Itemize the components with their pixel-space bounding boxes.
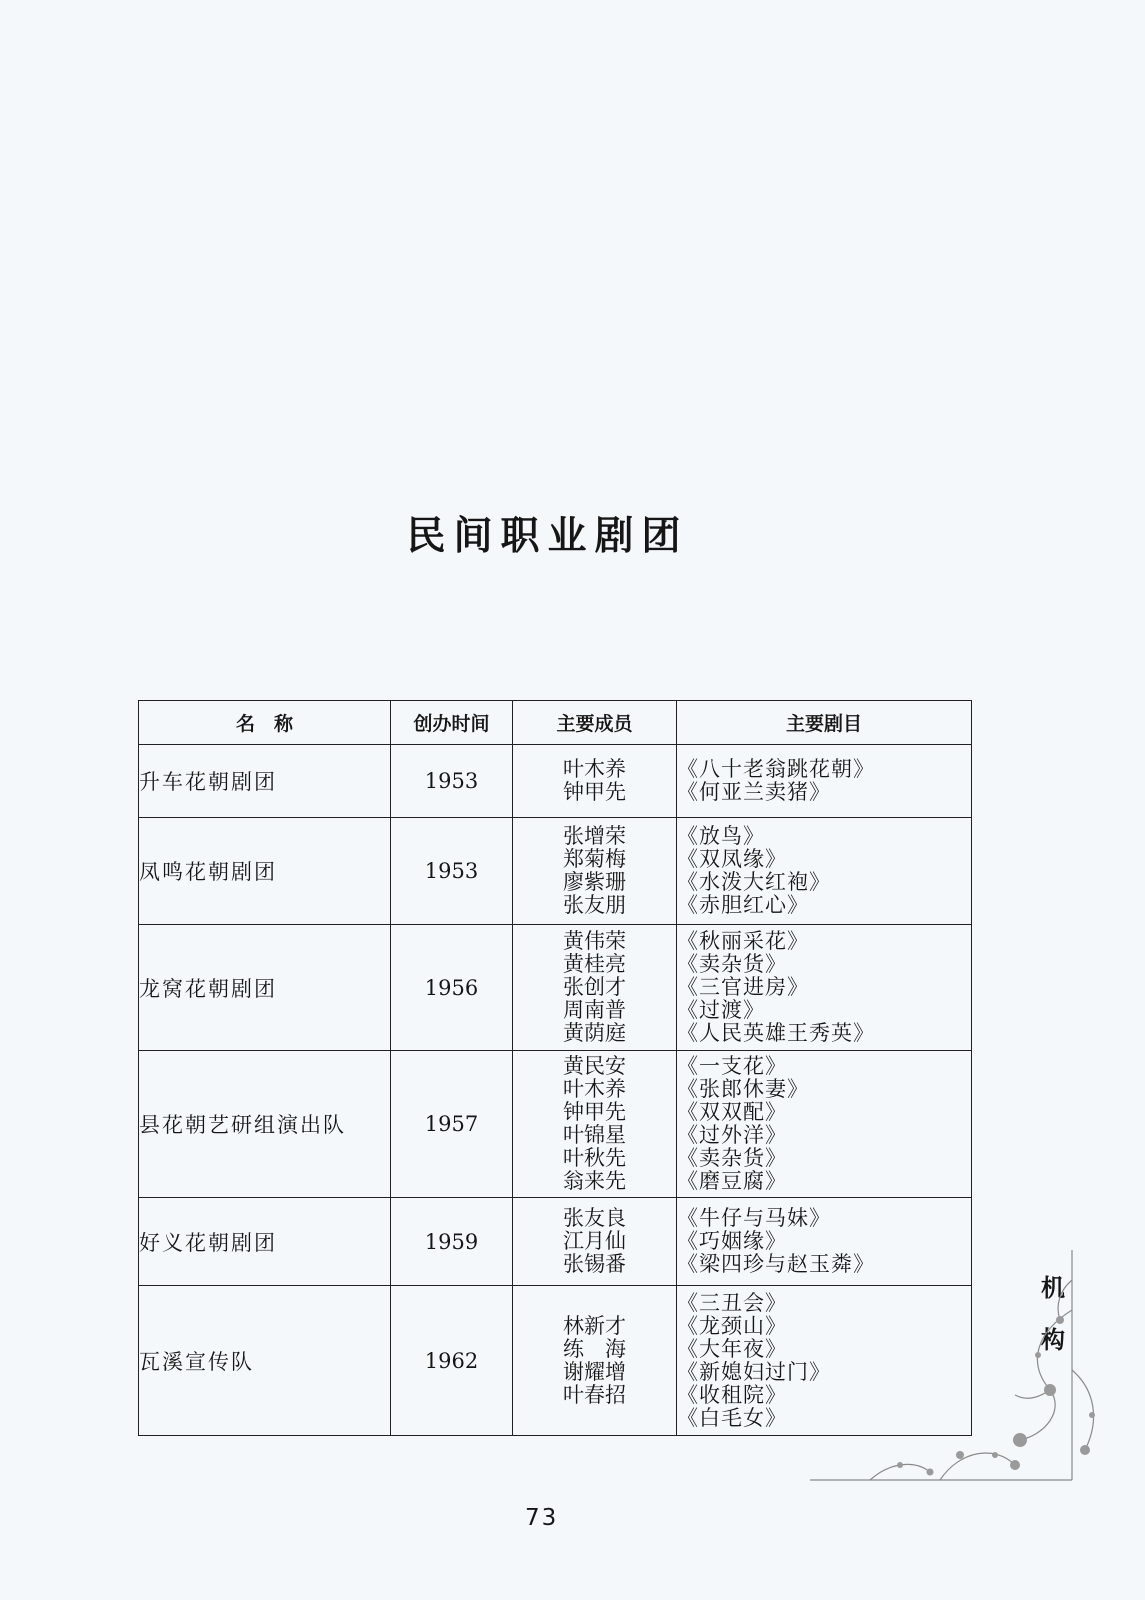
member-name: 张友良 [563,1206,626,1230]
repertoire-title: 《新媳妇过门》 [677,1359,831,1384]
member-name: 林新才 [563,1313,626,1338]
members-cell [513,1198,677,1286]
member-name: 翁来先 [563,1169,626,1193]
troupe-name-cell: 龙窝花朝剧团 [139,925,391,1051]
member-name: 练 海 [563,1336,626,1361]
founded-year-cell: 1962 [391,1286,513,1436]
repertoire-cell [677,818,972,925]
member-name: 黄民安 [563,1054,626,1078]
repertoire-title: 《三官进房》 [677,975,809,999]
troupe-name-cell: 凤鸣花朝剧团 [139,818,391,925]
member-name: 郑菊梅 [563,847,626,871]
repertoire-title: 《何亚兰卖猪》 [677,780,831,804]
repertoire-cell [677,1051,972,1198]
repertoire-title: 《白毛女》 [677,1405,787,1430]
member-name: 叶秋先 [563,1146,626,1170]
member-name: 叶春招 [563,1382,626,1407]
troupe-name-cell: 好义花朝剧团 [139,1198,391,1286]
member-name: 张创才 [563,975,626,999]
member-name: 黄伟荣 [563,929,626,953]
member-name: 叶锦星 [563,1123,626,1147]
repertoire-title: 《巧姻缘》 [677,1229,787,1253]
repertoire-title: 《过外洋》 [677,1123,787,1147]
member-name: 钟甲先 [563,780,626,804]
header-repertoire: 主要剧目 [677,701,972,745]
repertoire-title: 《大年夜》 [677,1336,787,1361]
header-members: 主要成员 [513,701,677,745]
header-name: 名 称 [139,701,391,745]
repertoire-title: 《双凤缘》 [677,847,787,871]
repertoire-title: 《过渡》 [677,998,765,1022]
member-name: 张锡番 [563,1252,626,1276]
founded-year-cell: 1953 [391,745,513,818]
founded-year-cell: 1953 [391,818,513,925]
member-name: 江月仙 [563,1229,626,1253]
members-cell [513,1286,677,1436]
side-label-char: 机 [1041,1274,1065,1302]
repertoire-title: 《卖杂货》 [677,952,787,976]
side-label-char: 构 [1041,1326,1065,1354]
table-row [139,1051,972,1198]
page-title: 民间职业剧团 [406,514,689,559]
repertoire-cell [677,745,972,818]
founded-year-cell: 1959 [391,1198,513,1286]
troupe-name-cell: 县花朝艺研组演出队 [139,1051,391,1198]
repertoire-title: 《人民英雄王秀英》 [677,1021,875,1045]
repertoire-title: 《八十老翁跳花朝》 [677,757,875,781]
member-name: 张友朋 [563,893,626,917]
repertoire-title: 《牛仔与马妹》 [677,1206,831,1230]
floral-corner-icon [810,1250,1110,1550]
table-row [139,818,972,925]
page-number: 73 [525,1505,559,1531]
member-name: 叶木养 [563,757,626,781]
troupe-name-cell: 瓦溪宣传队 [139,1286,391,1436]
header-founded: 创办时间 [391,701,513,745]
member-name: 叶木养 [563,1077,626,1101]
members-cell [513,745,677,818]
member-name: 谢耀增 [563,1359,626,1384]
troupe-name-cell: 升车花朝剧团 [139,745,391,818]
member-name: 黄桂亮 [563,952,626,976]
member-name: 钟甲先 [563,1100,626,1124]
repertoire-title: 《磨豆腐》 [677,1169,787,1193]
member-name: 周南普 [563,998,626,1022]
founded-year-cell: 1957 [391,1051,513,1198]
table-row [139,925,972,1051]
repertoire-title: 《水泼大红袍》 [677,870,831,894]
repertoire-title: 《收租院》 [677,1382,787,1407]
repertoire-title: 《赤胆红心》 [677,893,809,917]
members-cell [513,925,677,1051]
table-header-row [139,701,972,745]
repertoire-title: 《梁四珍与赵玉粦》 [677,1252,875,1276]
member-name: 黄荫庭 [563,1021,626,1045]
table-row [139,745,972,818]
member-name: 廖紫珊 [563,870,626,894]
members-cell [513,818,677,925]
repertoire-title: 《放鸟》 [677,824,765,848]
repertoire-title: 《卖杂货》 [677,1146,787,1170]
repertoire-title: 《龙颈山》 [677,1313,787,1338]
founded-year-cell: 1956 [391,925,513,1051]
repertoire-title: 《张郎休妻》 [677,1077,809,1101]
repertoire-cell [677,925,972,1051]
members-cell [513,1051,677,1198]
repertoire-title: 《双双配》 [677,1100,787,1124]
repertoire-title: 《秋丽采花》 [677,929,809,953]
repertoire-title: 《三丑会》 [677,1290,787,1315]
repertoire-title: 《一支花》 [677,1054,787,1078]
member-name: 张增荣 [563,824,626,848]
